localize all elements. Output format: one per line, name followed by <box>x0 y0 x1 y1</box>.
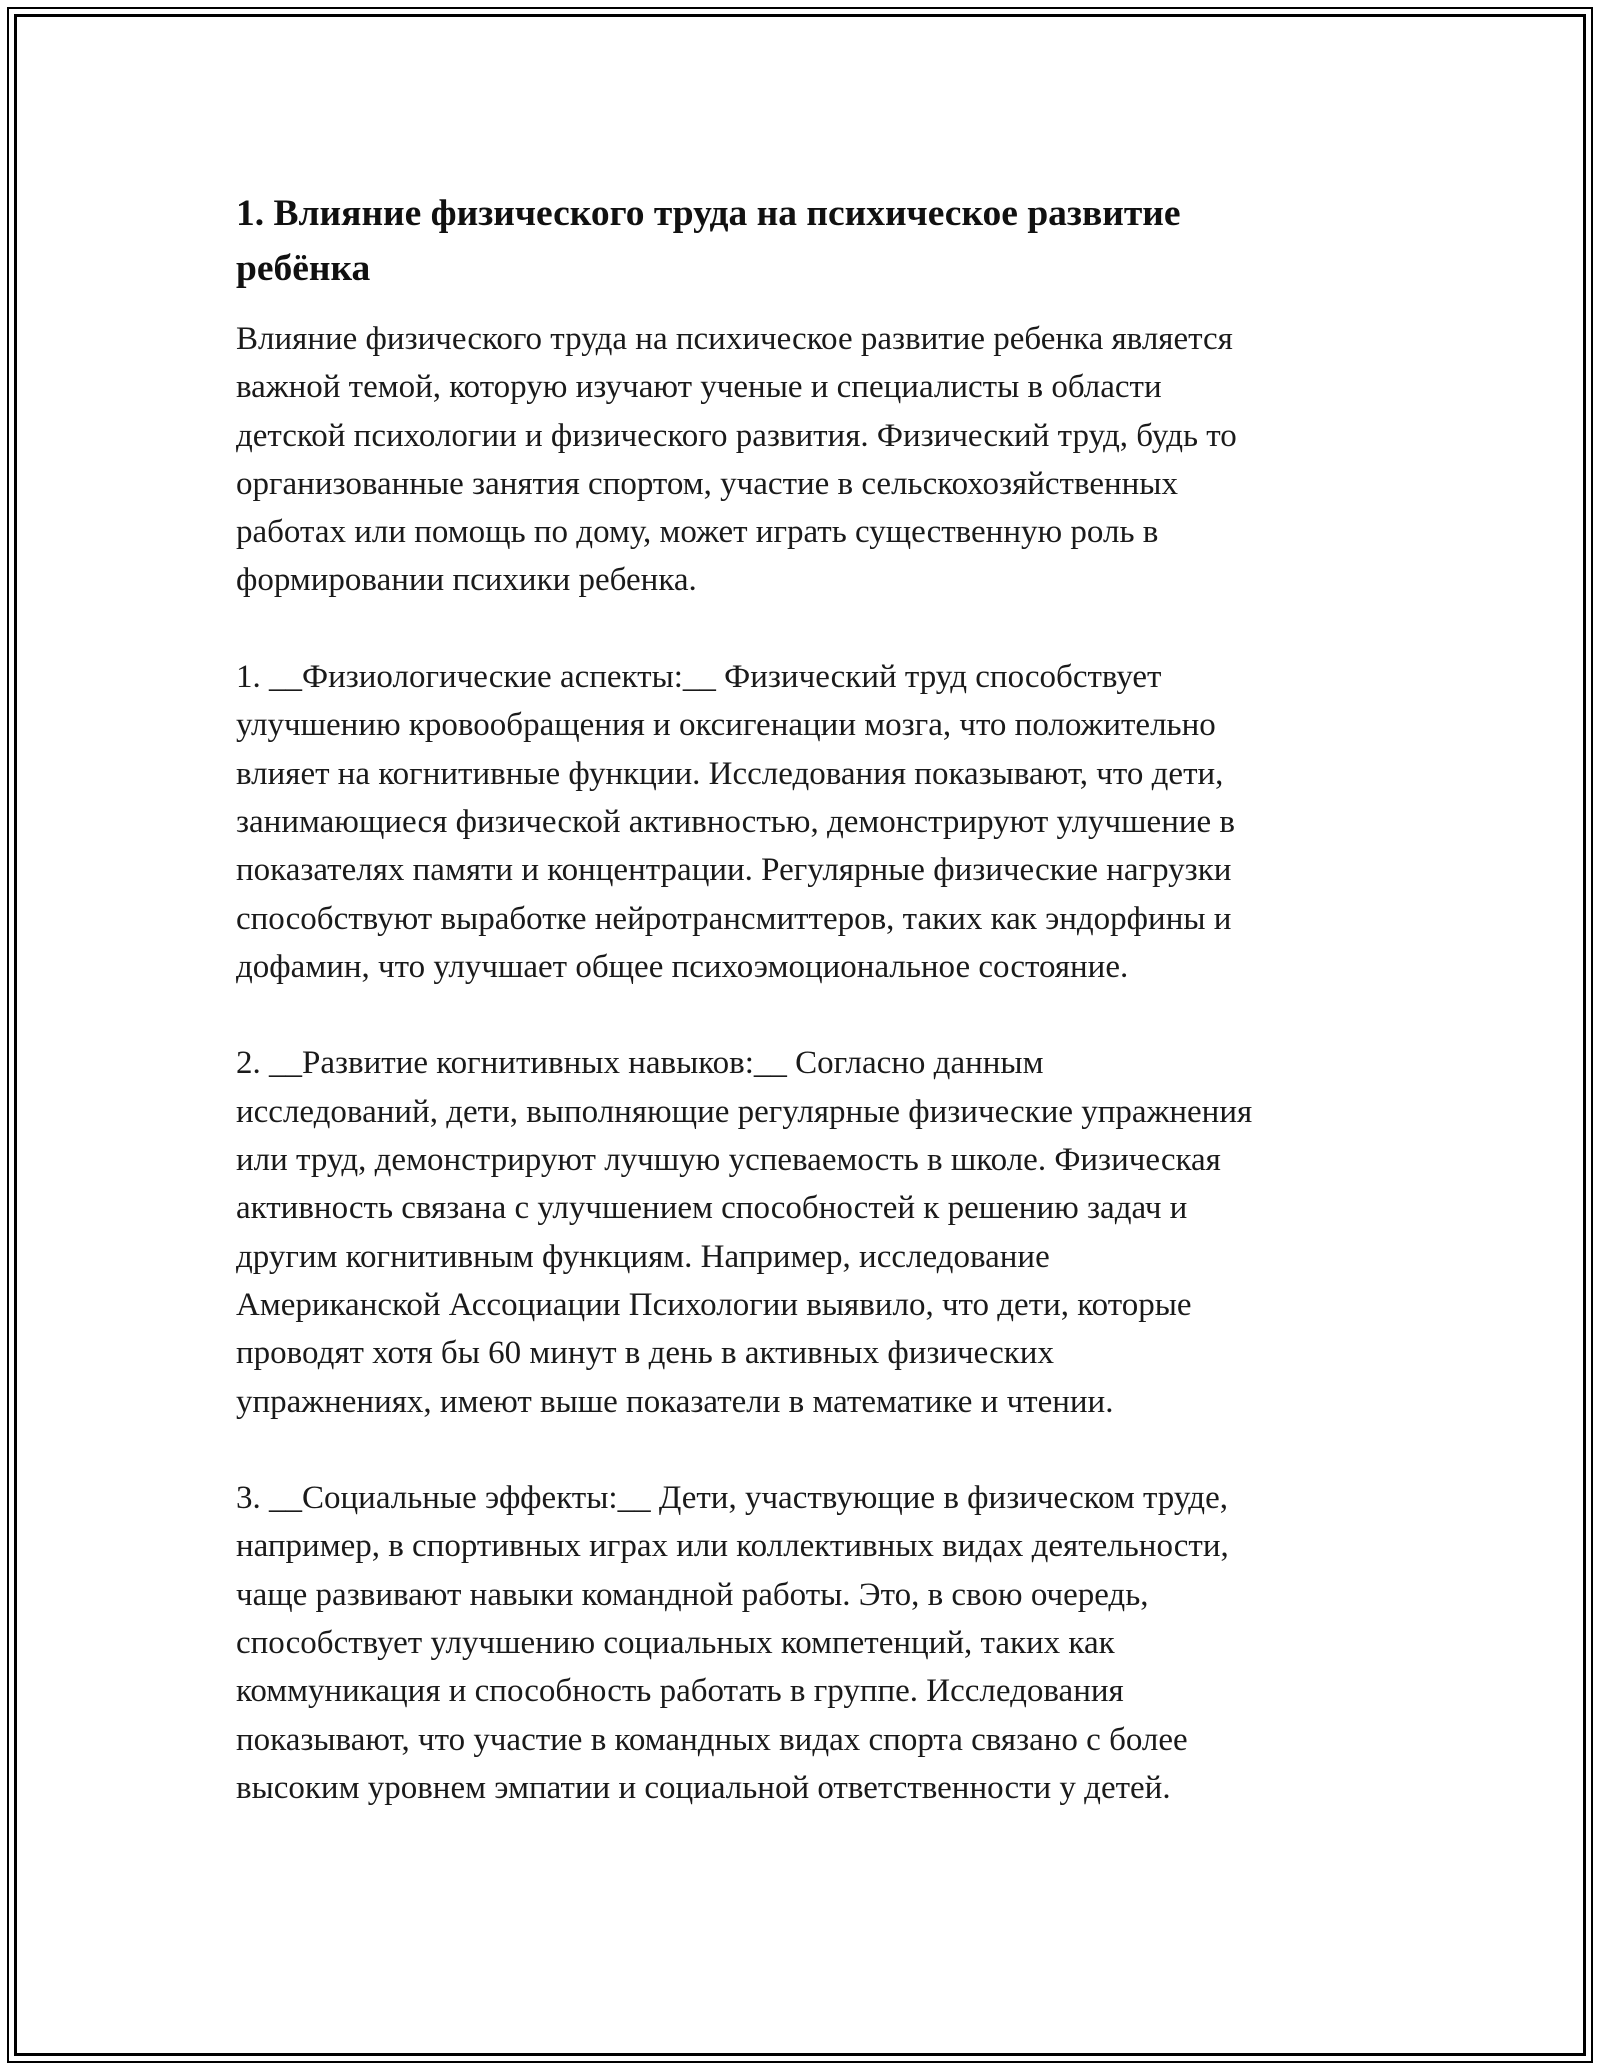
physiological-aspects-paragraph: 1. __Физиологические аспекты:__ Физический труд способствует улучшению кровообращения и оксигенации мозга, что положительно влияет на когнитивные функции. Исследования показывают, что дети, занимающиеся физической активностью, демонстрируют улучшение в показателях памяти и концентрации. Регулярные физические нагрузки способствуют выработке нейротрансмиттеров, таких как эндорфины и дофамин, что улучшает общее психоэмоциональное состояние. <box>236 659 1235 985</box>
intro-paragraph: Влияние физического труда на психическое развитие ребенка является важной темой, которую изучают ученые и специалисты в области детской психологии и физического развития. Физический труд, будь то организованные занятия спортом, участие в сельскохозяйственных работах или помощь по дому, может играть существенную роль в формировании психики ребенка. <box>236 321 1237 599</box>
document-body <box>236 186 1396 1861</box>
section-heading: 1. Влияние физического труда на психическое развитие ребёнка <box>236 193 1181 289</box>
cognitive-skills-paragraph: 2. __Развитие когнитивных навыков:__ Согласно данным исследований, дети, выполняющие регулярные физические упражнения или труд, демонстрируют лучшую успеваемость в школе. Физическая активность связана с улучшением способностей к решению задач и другим когнитивным функциям. Например, исследование Американской Ассоциации Психологии выявило, что дети, которые проводят хотя бы 60 минут в день в активных физических упражнениях, имеют выше показатели в математике и чтении. <box>236 1045 1253 1420</box>
social-effects-paragraph: 3. __Социальные эффекты:__ Дети, участвующие в физическом труде, например, в спортивных играх или коллективных видах деятельности, чаще развивают навыки командной работы. Это, в свою очередь, способствует улучшению социальных компетенций, таких как коммуникация и способность работать в группе. Исследования показывают, что участие в командных видах спорта связано с более высоким уровнем эмпатии и социальной ответственности у детей. <box>236 1480 1229 1806</box>
